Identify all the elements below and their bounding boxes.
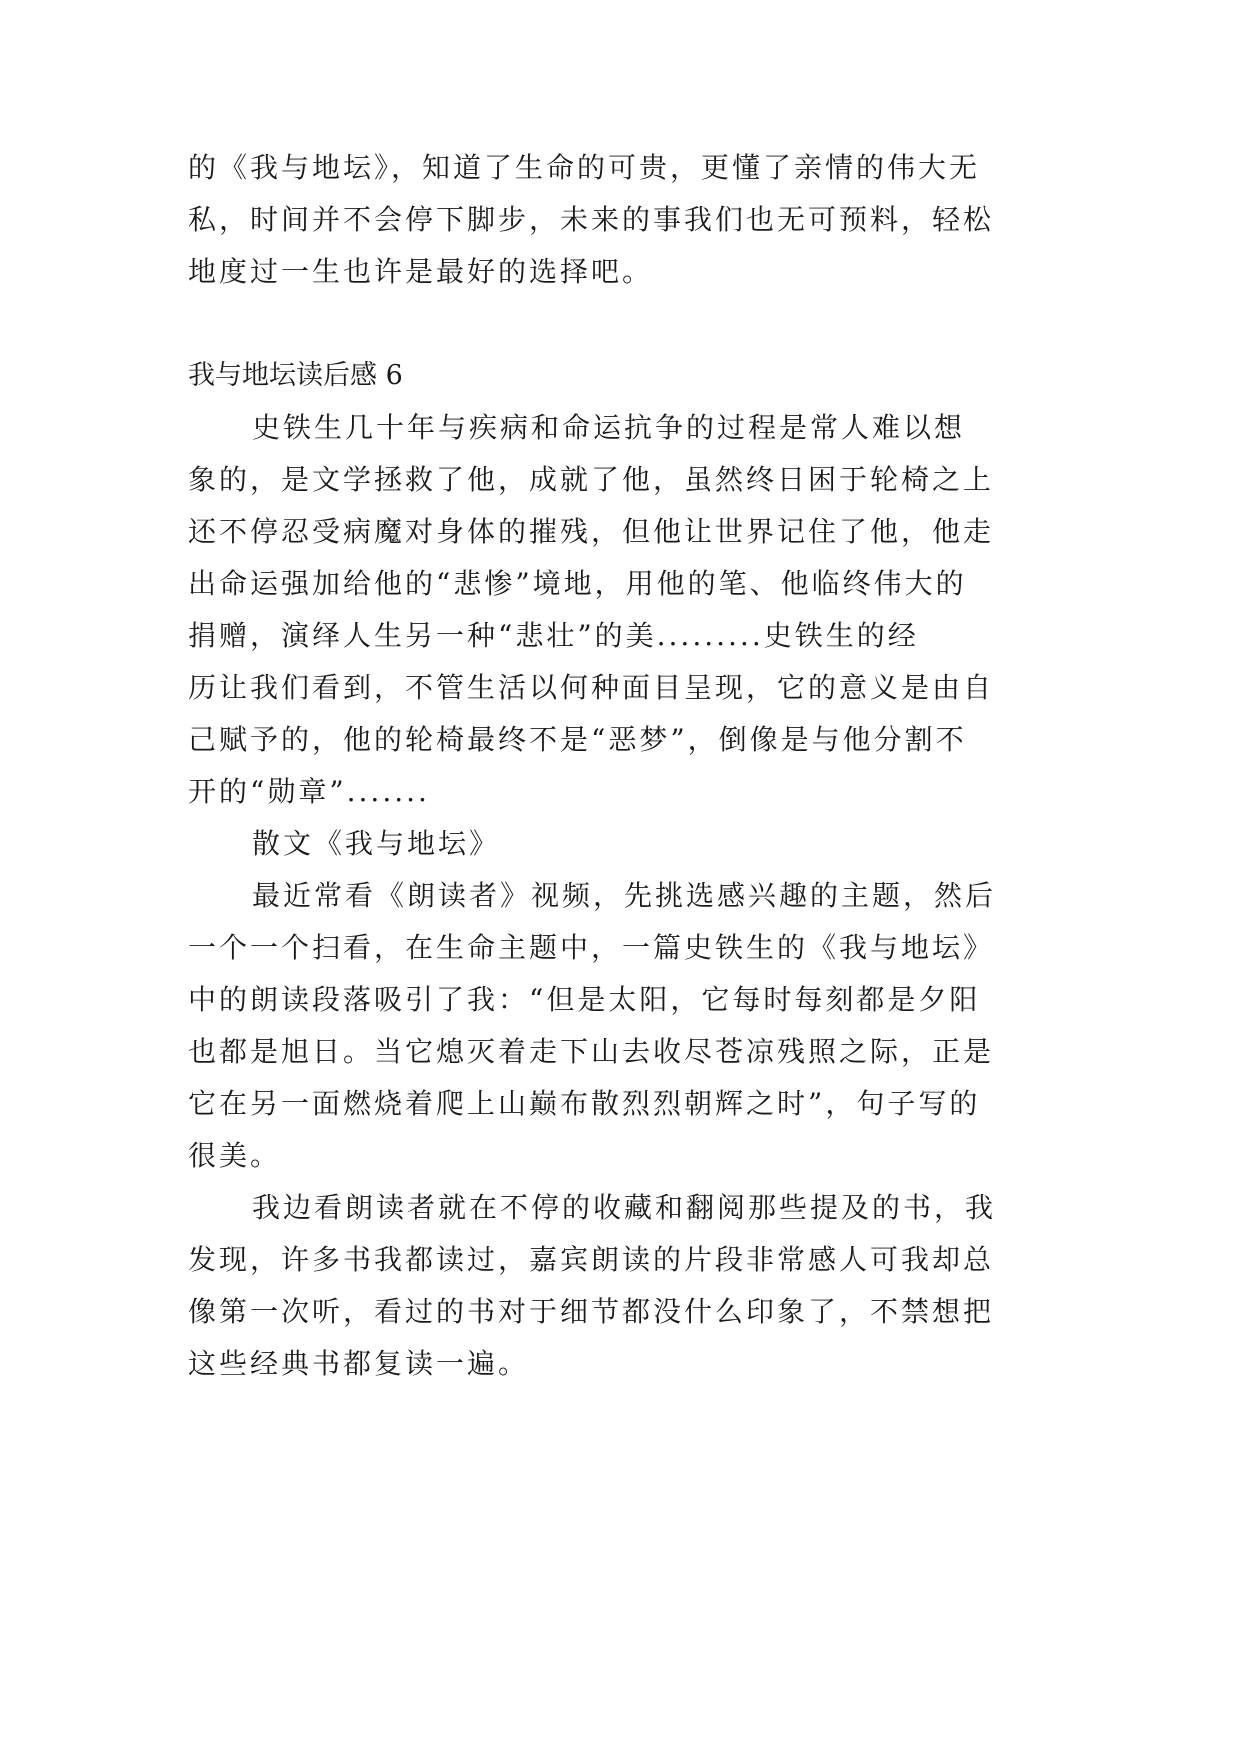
text-line: 还不停忍受病魔对身体的摧残，但他让世界记住了他，他走	[188, 515, 995, 548]
text-line: 历让我们看到，不管生活以何种面目呈现，它的意义是由自	[188, 671, 995, 704]
text-line: 出命运强加给他的“悲惨”境地，用他的笔、他临终伟大的	[188, 567, 967, 600]
text-line: 开的“勋章”.......	[188, 775, 430, 808]
text-line: 捐赠，演绎人生另一种“悲壮”的美.........史铁生的经	[188, 619, 919, 652]
text-line: 最近常看《朗读者》视频，先挑选感兴趣的主题，然后	[252, 879, 997, 912]
text-line: 史铁生几十年与疾病和命运抗争的过程是常人难以想	[252, 411, 966, 444]
text-line: 私，时间并不会停下脚步，未来的事我们也无可预料，轻松	[188, 203, 995, 236]
text-line: 我边看朗读者就在不停的收藏和翻阅那些提及的书，我	[252, 1191, 997, 1224]
text-line: 它在另一面燃烧着爬上山巅布散烈烈朝辉之时”，句子写的	[188, 1087, 981, 1120]
text-line: 也都是旭日。当它熄灭着走下山去收尽苍凉残照之际，正是	[188, 1035, 995, 1068]
text-line: 的《我与地坛》，知道了生命的可贵，更懂了亲情的伟大无	[188, 151, 981, 184]
text-line: 很美。	[188, 1139, 282, 1172]
text-line: 像第一次听，看过的书对于细节都没什么印象了，不禁想把	[188, 1295, 995, 1328]
text-line: 一个一个扫看，在生命主题中，一篇史铁生的《我与地坛》	[188, 931, 995, 964]
text-line: 发现，许多书我都读过，嘉宾朗读的片段非常感人可我却总	[188, 1243, 995, 1276]
text-line: 这些经典书都复读一遍。	[188, 1347, 530, 1380]
text-line: 中的朗读段落吸引了我：“但是太阳，它每时每刻都是夕阳	[188, 983, 981, 1016]
text-line: 己赋予的，他的轮椅最终不是“恶梦”，倒像是与他分割不	[188, 723, 967, 756]
section-heading: 我与地坛读后感 6	[188, 360, 403, 391]
text-line: 地度过一生也许是最好的选择吧。	[188, 255, 654, 288]
section-heading: 散文《我与地坛》	[252, 827, 501, 860]
text-line: 象的，是文学拯救了他，成就了他，虽然终日困于轮椅之上	[188, 463, 995, 496]
